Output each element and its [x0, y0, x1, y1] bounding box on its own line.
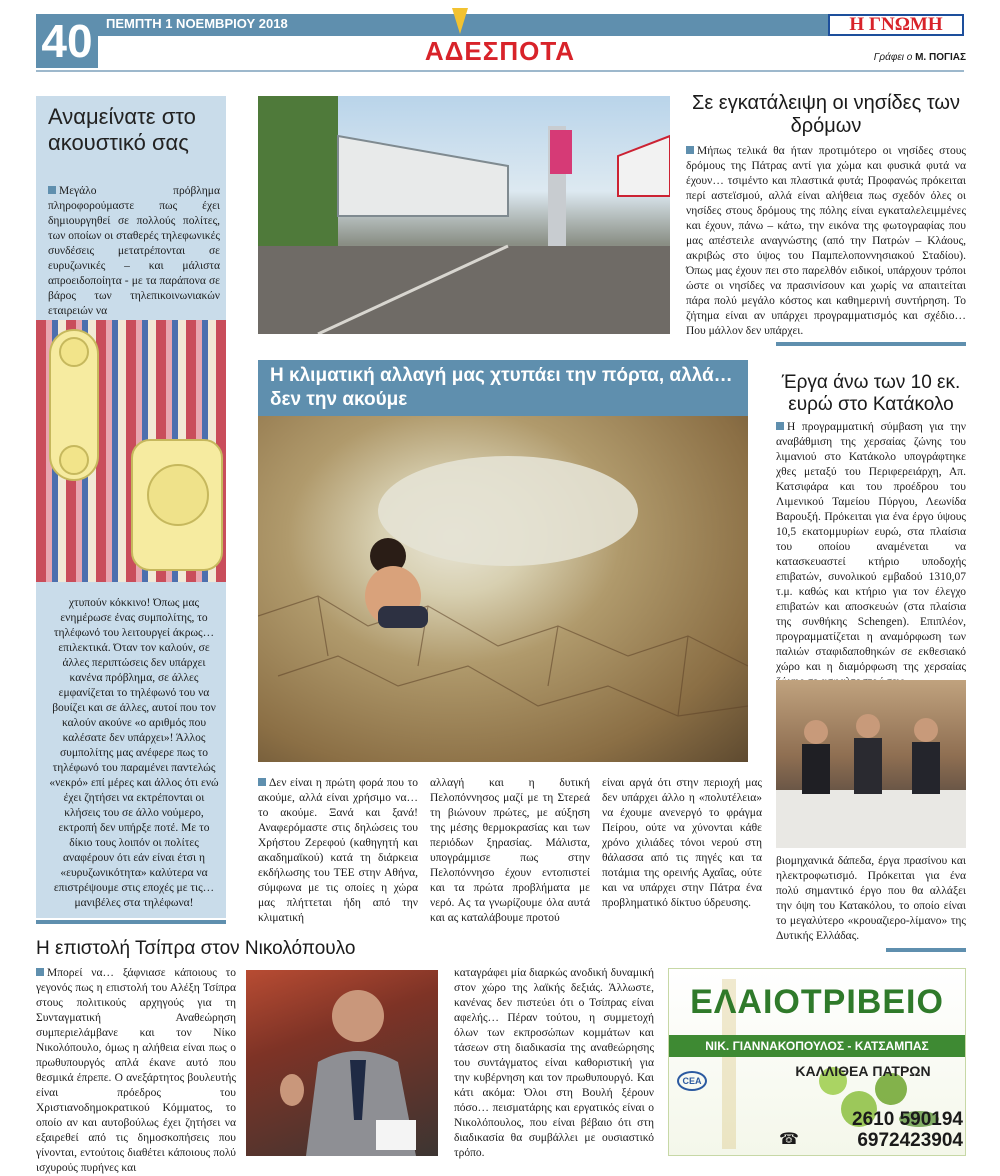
- meeting-photo: [776, 680, 966, 848]
- katakolo-end-rule: [886, 948, 966, 952]
- ad-owner: ΝΙΚ. ΓΙΑΝΝΑΚΟΠΟΥΛΟΣ - ΚΑΤΣΑΜΠΑΣ: [669, 1035, 965, 1057]
- katakolo-text-part2: βιομηχανικά δάπεδα, έργα πρασίνου και ηλεκτροφωτισμό. Πρόκειται για ένα πολύ σημαντικό έργο που θα αλλάξει την όψη του Κατακόλου, το οποίο είναι το μεγαλύτερο «κρουαζιερο-λίμανο» της Δυτικής Ελλάδας.: [776, 855, 966, 942]
- tsipras-text-col2: καταγράφει μία διαρκώς ανοδική δυναμική στον χώρο της λαϊκής δεξιάς. Άλλωστε, κανένας δεν πιστεύει ότι ο Τσίπρας είναι αφελής… Πέραν τούτου, η συμμετοχή όλων των εκπροσώπων κομμάτων και τάσεων στη διαδικασία της αναθεώρησης του συντάγματος είναι καθοριστική για την κυβέρνηση και τον πρωθυπουργό. Και κάτι ακόμα: Όλοι στη Βουλή ξέρουν πόσο… πεισματάρης και εργατικός είναι ο Νικολόπουλος, που είναι βέβαιο ότι στη διαδικασία θα συμβάλλει με ουσιαστικό τρόπο.: [454, 967, 654, 1159]
- ad-phone-2: 6972423904: [857, 1130, 963, 1151]
- bullet-square-icon: [36, 968, 44, 976]
- ad-badge: CEA: [677, 1071, 707, 1091]
- meeting-illustration: [776, 680, 966, 848]
- bullet-square-icon: [776, 422, 784, 430]
- bullet-square-icon: [258, 778, 266, 786]
- sidebar-text-part1: [48, 184, 220, 319]
- climate-text-col3: είναι αργά ότι στην περιοχή μας δεν υπάρχει άλλο η «πολυτέλεια» να έχουμε ανενεργό το φράγμα Πείρου, ούτε να χύνονται κάθε χρόνο χιλιάδες τόνοι νερού στη θάλασσα από τις πηγές και τα ποτάμια της ορεινής Αχαΐας, ούτε και να υπάρχει στην Πάτρα ένα προβληματικό δίκτυο ύδρευσης.: [602, 777, 762, 909]
- stadium-road-photo: [258, 96, 670, 334]
- ad-location: ΚΑΛΛΙΘΕΑ ΠΑΤΡΩΝ: [795, 1063, 931, 1079]
- islands-end-rule: [776, 342, 966, 346]
- katakolo-text-part1: [776, 420, 966, 690]
- telephone-photo: [36, 320, 226, 582]
- sidebar-end-rule: [36, 920, 226, 924]
- sidebar-text-part2: χτυπούν κόκκινο! Όπως μας ενημέρωσε ένας συμπολίτης, το τηλέφωνό του λειτουργεί άκρως… επιλεκτικά. Όταν τον καλούν, σε άλλες περιπτώσεις δεν υπάρχει κανένα πρόβλημα, σε άλλες εμφανίζεται το τηλέφωνό του να βουίζει και σε άλλες, αυτοί που τον καλούν ακούνε «ο αριθμός που καλέσατε δεν υπάρχει»! Άλλος συμπολίτης μας ανέφερε πως το τηλέφωνό του παραμένει παντελώς «νεκρό» επί μέρες και άλλος ότι ενώ έχει ζητήσει να εκτρέπονται οι κλήσεις του σε άλλο νούμερο, εκτροπή δεν υπήρξε ποτέ. Με το δίκιο τους λοιπόν οι πολίτες αναφέρουν ότι εάν είναι έτσι η «ευρυζωνικότητα» καλύτερα να επιστρέψουμε στις εποχές με τις… μανιβέλες στα τηλέφωνα!: [49, 597, 219, 909]
- section-spark-icon: [452, 8, 468, 34]
- sidebar-text-part1-body: Μεγάλο πρόβλημα πληροφορούμαστε πως έχει δημιουργηθεί σε πολλούς πολίτες, των οποίων οι σταθερές τηλεφωνικές συνδέσεις μετατρέπονται σε ευρυζωνικές – και μάλιστα απροειδοποίητα - με τα παράπονα σε βάρος των τηλεπικοινωνιακών εταιρειών να: [48, 185, 220, 317]
- islands-text-body: Μήπως τελικά θα ήταν προτιμότερο οι νησίδες στους δρόμους της Πάτρας αντί για χώμα και φυσικά φυτά να έχουν… τσιμέντο και πλαστικά φυτά; Προφανώς πρόκειται περί αστεϊσμού, αλλά είναι αλήθεια πως σχεδόν όλες οι νησίδες στους δρόμους της πόλης είναι εγκαταλελειμμένες και έχουν, πάνω – κάτω, την εικόνα της φωτογραφίας που μας απέστειλε αναγνώστης (από την Πατρών – Κλάους, ακριβώς στο ύψος του Παμπελοποννησιακού Σταδίου). Όπως μας έχουν πει στο παρελθόν ειδικοί, υπάρχουν τρόποι ώστε οι νησίδες να πρασινίσουν και χωρίς να απαιτείται πάρα πολύ μεγάλο κόστος και καθημερινή συντήρηση. Το ζήτημα είναι αν υπάρχει προγραμματισμός και σχέδιο… Που μάλλον δεν υπάρχει.: [686, 145, 966, 337]
- sidebar-title: Αναμείνατε στο ακουστικό σας: [48, 104, 196, 155]
- byline-prefix: Γράφει ο: [873, 52, 913, 63]
- tsipras-text-col1-body: Μπορεί να… ξάφνιασε κάποιους το γεγονός πως η επιστολή του Αλέξη Τσίπρα στους πολιτικούς αρχηγούς για τη Συνταγματική Αναθεώρηση συμπεριελάμβανε και τον Νίκο Νικολόπουλο, όμως η αλήθεια είναι πως ο πρωθυπουργός απλά έκανε αυτό που θεσμικά έπρεπε. Ο ανεξάρτητος βουλευτής είναι πρόεδρος του Χριστιανοδημοκρατικού Κόμματος, το οποίο αν και αυτοβούλως έχει ζητήσει να εξαιρεθεί από τις δημοσκοπήσεις που γίνονται, εντούτοις διαθέτει κάποιους πολύ ισχυρούς πυρήνες και: [36, 967, 236, 1174]
- ad-phone-1: 2610 590194: [852, 1109, 963, 1130]
- ad-phones: [797, 1109, 963, 1151]
- climate-headline-banner: Η κλιματική αλλαγή μας χτυπάει την πόρτα, αλλά… δεν την ακούμε: [258, 360, 748, 416]
- climate-text-col2: αλλαγή και η δυτική Πελοπόννησος μαζί με τη Στερεά τη βιώνουν πρώτες, με αύξηση της μέσης θερμοκρασίας και των περιόδων ξηρασίας. Μάλιστα, υπογράμμισε πως στην Πελοπόννησο έχουν εντοπιστεί και τα πρώτα προβλήματα με νερό. Ας τα γνωρίζουμε όλα αυτά και ας καταλάβουμε προτού: [430, 777, 590, 924]
- drought-illustration: [258, 416, 748, 762]
- phone-icon: ☎: [779, 1131, 799, 1148]
- byline-author: Μ. ΠΟΓΙΑΣ: [915, 52, 966, 63]
- stadium-road-illustration: [258, 96, 670, 334]
- olive-mill-ad: [668, 968, 966, 1156]
- climate-text-col1: [258, 776, 418, 926]
- bullet-square-icon: [686, 146, 694, 154]
- politician-photo: [246, 970, 438, 1156]
- drought-child-photo: [258, 416, 748, 762]
- page-number: 40: [36, 14, 98, 68]
- telephone-illustration: [36, 320, 226, 582]
- ad-title: ΕΛΑΙΟΤΡΙΒΕΙΟ: [690, 983, 944, 1021]
- section-title: ΑΔΕΣΠΟΤΑ: [424, 36, 576, 66]
- byline: [820, 52, 966, 63]
- islands-title: Σε εγκατάλειψη οι νησίδες των δρόμων: [691, 92, 961, 137]
- katakolo-text-part1-body: Η προγραμματική σύμβαση για την αναβάθμιση της χερσαίας ζώνης του λιμανιού στο Κατάκολο υπογράφτηκε χθες μεταξύ του Περιφερειάρχη, Απ. Κατσιφάρα και του προέδρου του Λιμενικού Ταμείου Πύργου, Λεωνίδα Βαρουξή. Πρόκειται για ένα έργο ύψους 10,5 εκατομμυρίων ευρώ, στα πλαίσια του οποίου αναμένεται να κατασκευαστεί κτήριο υποδοχής επιβατών, συνολικού εμβαδού 1310,07 τ.μ. καθώς και κτήριο για τον έλεγχο επιβατών και αποσκευών (στα πλαίσια της συνθήκης Schengen). Επιπλέον, προγραμματίζεται η αναμόρφωση των παλιών σταφιδαποθηκών σε εκθεσιακό χώρο και η διαμόρφωση της χερσαίας: [776, 421, 966, 673]
- politician-illustration: [246, 970, 438, 1156]
- bullet-square-icon: [48, 186, 56, 194]
- newspaper-logo: Η ΓΝΩΜΗ: [828, 14, 964, 36]
- islands-text: [686, 144, 966, 339]
- tsipras-text-col1: [36, 966, 236, 1176]
- header-rule: [36, 70, 964, 72]
- katakolo-title: Έργα άνω των 10 εκ. ευρώ στο Κατάκολο: [781, 372, 961, 415]
- climate-text-col1-body: Δεν είναι η πρώτη φορά που το ακούμε, αλλά είναι χρήσιμο να… το ακούμε. Ξανά και ξανά! Αναφερόμαστε στις δηλώσεις του Χρήστου Ζερεφού (καθηγητή και ακαδημαϊκού) κατά τη διάρκεια εκδήλωσης του ΤΕΕ στην Αθήνα, σύμφωνα με τις οποίες η χώρα μας πλήττεται ήδη από την κλιματική: [258, 777, 418, 924]
- tsipras-title: Η επιστολή Τσίπρα στον Νικολόπουλο: [36, 938, 356, 959]
- issue-date: ΠΕΜΠΤΗ 1 ΝΟΕΜΒΡΙΟΥ 2018: [106, 16, 288, 31]
